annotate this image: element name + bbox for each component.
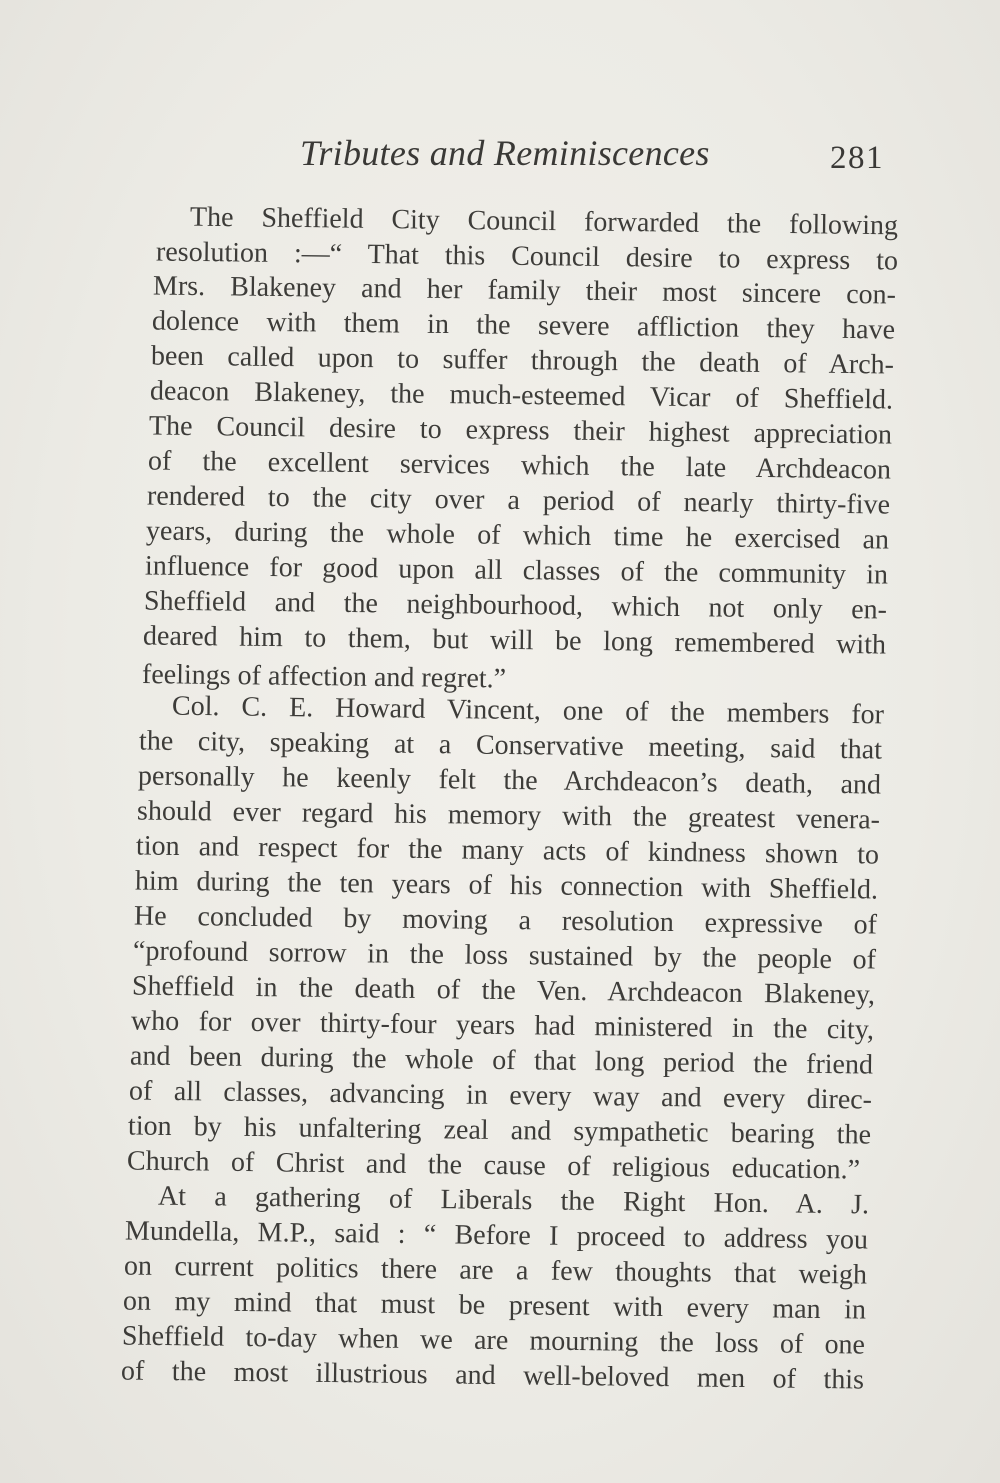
text-line: Mundella, M.P., said : “ Before I proceed to address you — [124, 1215, 869, 1256]
text-line: tion and respect for the many acts of kindness shown to — [135, 830, 880, 871]
text-line: who for over thirty-four years had ministered in the city, — [130, 1005, 875, 1046]
text-line: of the most illustrious and well-beloved men of this — [120, 1355, 865, 1396]
text-line: influence for good upon all classes of the community in — [144, 550, 889, 591]
text-line: “profound sorrow in the loss sustained by the people of — [132, 935, 877, 976]
text-line: At a gathering of Liberals the Right Hon. A. J. — [157, 1180, 870, 1221]
text-line: the city, speaking at a Conservative meeting, said that — [138, 725, 883, 766]
text-line: tion by his unfaltering zeal and sympathetic bearing the — [127, 1110, 872, 1151]
text-line: on my mind that must be present with every man in — [122, 1285, 867, 1326]
text-line: deacon Blakeney, the much-esteemed Vicar of Sheffield. — [149, 375, 894, 416]
text-line: The Council desire to express their highest appreciation — [148, 410, 893, 451]
text-line: rendered to the city over a period of nearly thirty-five — [146, 480, 891, 521]
text-line: Sheffield and the neighbourhood, which not only en- — [143, 585, 888, 626]
text-line: Church of Christ and the cause of religious education.” — [126, 1145, 861, 1186]
text-line: should ever regard his memory with the greatest venera- — [136, 795, 881, 836]
text-line: The Sheffield City Council forwarded the following — [189, 201, 899, 242]
text-line: Sheffield in the death of the Ven. Archdeacon Blakeney, — [131, 970, 876, 1011]
text-line: He concluded by moving a resolution expressive of — [133, 900, 878, 941]
text-line: Col. C. E. Howard Vincent, one of the members for — [171, 690, 885, 731]
text-line: Mrs. Blakeney and her family their most sincere con- — [152, 270, 897, 311]
text-line: of the excellent services which the late Archdeacon — [147, 445, 892, 486]
text-line: and been during the whole of that long period the friend — [129, 1040, 874, 1081]
running-title: Tributes and Reminiscences — [300, 133, 710, 173]
page-number: 281 — [830, 140, 884, 176]
text-line: dolence with them in the severe affliction they have — [151, 305, 896, 346]
text-line: on current politics there are a few thoughts that weigh — [123, 1250, 868, 1291]
text-line: personally he keenly felt the Archdeacon’s death, and — [137, 760, 882, 801]
text-line: years, during the whole of which time he exercised an — [145, 515, 890, 556]
text-line: deared him to them, but will be long remembered with — [142, 620, 887, 661]
text-line: been called upon to suffer through the death of Arch- — [150, 340, 895, 381]
text-line: of all classes, advancing in every way and every direc- — [128, 1075, 873, 1116]
text-line: resolution :—“ That this Council desire to express to — [155, 236, 899, 277]
text-line: Sheffield to-day when we are mourning the loss of one — [121, 1320, 866, 1361]
text-line: feelings of affection and regret.” — [141, 659, 507, 695]
text-line: him during the ten years of his connection with Sheffield. — [134, 865, 879, 906]
